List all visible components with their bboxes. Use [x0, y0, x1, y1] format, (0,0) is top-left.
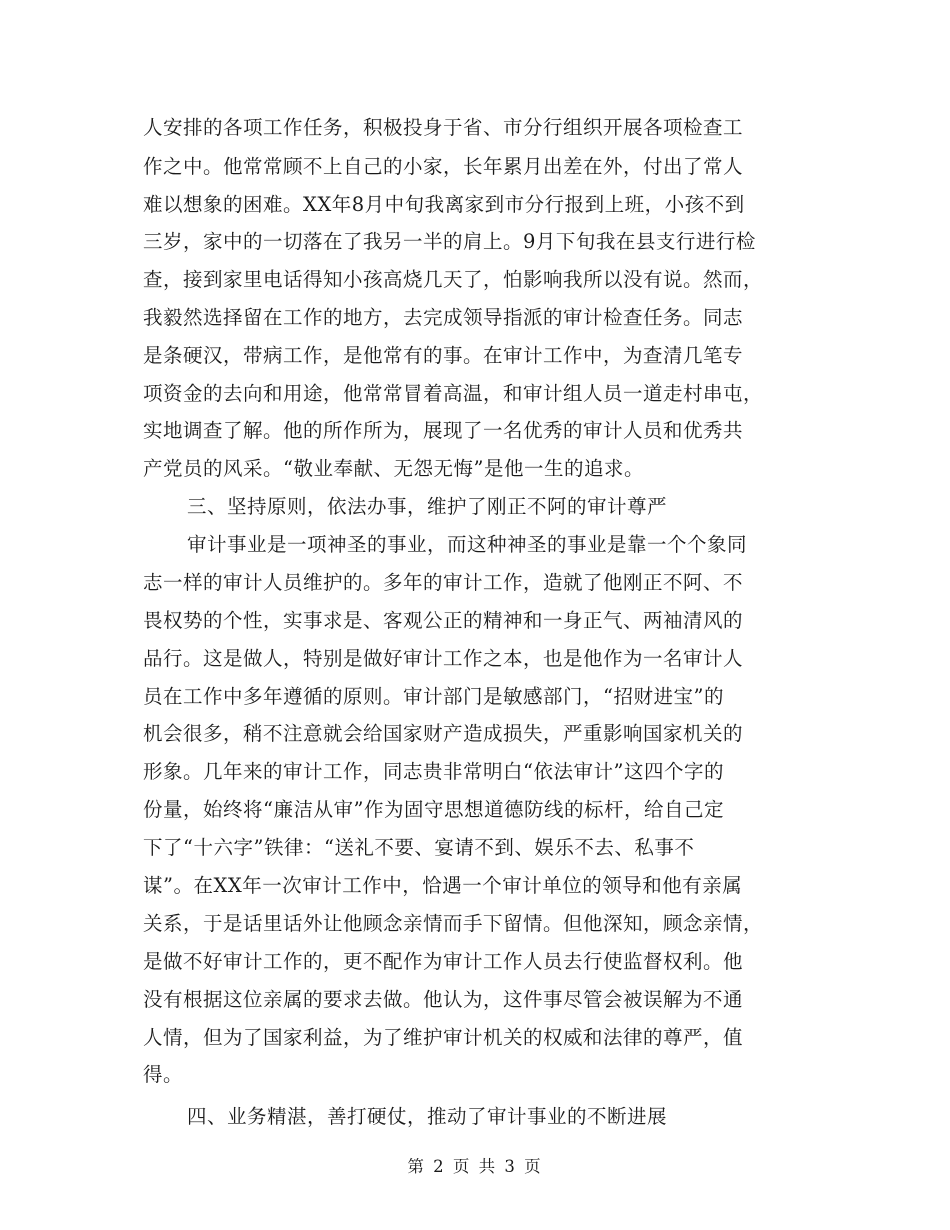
text-line: 机会很多，稍不注意就会给国家财产造成损失，严重影响国家机关的: [143, 722, 744, 745]
text-line: 是条硬汉，带病工作，是他常有的事。在审计工作中，为查清几笔专: [143, 344, 744, 367]
text-line: 是做不好审计工作的，更不配作为审计工作人员去行使监督权利。他: [143, 950, 744, 973]
text-line: 品行。这是做人，特别是做好审计工作之本，也是他作为一名审计人: [143, 647, 744, 670]
text-line: 人情，但为了国家利益，为了维护审计机关的权威和法律的尊严，值: [143, 1026, 744, 1049]
text-line: 三岁，家中的一切落在了我另一半的肩上。9月下旬我在县支行进行检: [143, 230, 756, 253]
text-line: 关系，于是话里话外让他顾念亲情而手下留情。但他深知，顾念亲情，: [143, 912, 764, 935]
text-line: 难以想象的困难。XX年8月中旬我离家到市分行报到上班，小孩不到: [143, 193, 745, 216]
section-heading-4: 四、业务精湛，善打硬仗，推动了审计事业的不断进展: [187, 1105, 668, 1128]
text-line: 作之中。他常常顾不上自己的小家，长年累月出差在外，付出了常人: [143, 155, 744, 178]
text-line: 形象。几年来的审计工作，同志贵非常明白“依法审计”这四个字的: [143, 760, 724, 783]
text-line: 项资金的去向和用途，他常常冒着高温，和审计组人员一道走村串屯，: [143, 382, 764, 405]
text-line: 畏权势的个性，实事求是、客观公正的精神和一身正气、两袖清风的: [143, 609, 744, 632]
text-line: 得。: [143, 1063, 184, 1086]
text-line: 员在工作中多年遵循的原则。审计部门是敏感部门，“招财进宝”的: [143, 685, 724, 708]
text-line: 没有根据这位亲属的要求去做。他认为，这件事尽管会被误解为不通: [143, 988, 744, 1011]
text-line: 谋”。在XX年一次审计工作中，恰遇一个审计单位的领导和他有亲属: [143, 874, 743, 897]
text-line: 查，接到家里电话得知小孩高烧几天了，怕影响我所以没有说。然而，: [143, 268, 764, 291]
section-heading-3: 三、坚持原则，依法办事，维护了刚正不阿的审计尊严: [187, 495, 668, 518]
text-line: 志一样的审计人员维护的。多年的审计工作，造就了他刚正不阿、不: [143, 571, 744, 594]
text-line: 人安排的各项工作任务，积极投身于省、市分行组织开展各项检查工: [143, 116, 744, 139]
text-line: 我毅然选择留在工作的地方，去完成领导指派的审计检查任务。同志: [143, 306, 744, 329]
page-footer: 第 2 页 共 3 页: [407, 1157, 543, 1176]
text-line: 产党员的风采。“敬业奉献、无怨无悔”是他一生的追求。: [143, 457, 644, 480]
text-line: 下了“十六字”铁律：“送礼不要、宴请不到、娱乐不去、私事不: [143, 836, 695, 859]
text-line: 审计事业是一项神圣的事业，而这种神圣的事业是靠一个个象同: [187, 533, 748, 556]
text-line: 实地调查了解。他的所作所为，展现了一名优秀的审计人员和优秀共: [143, 419, 744, 442]
text-line: 份量，始终将“廉洁从审”作为固守思想道德防线的标杆，给自己定: [143, 798, 724, 821]
